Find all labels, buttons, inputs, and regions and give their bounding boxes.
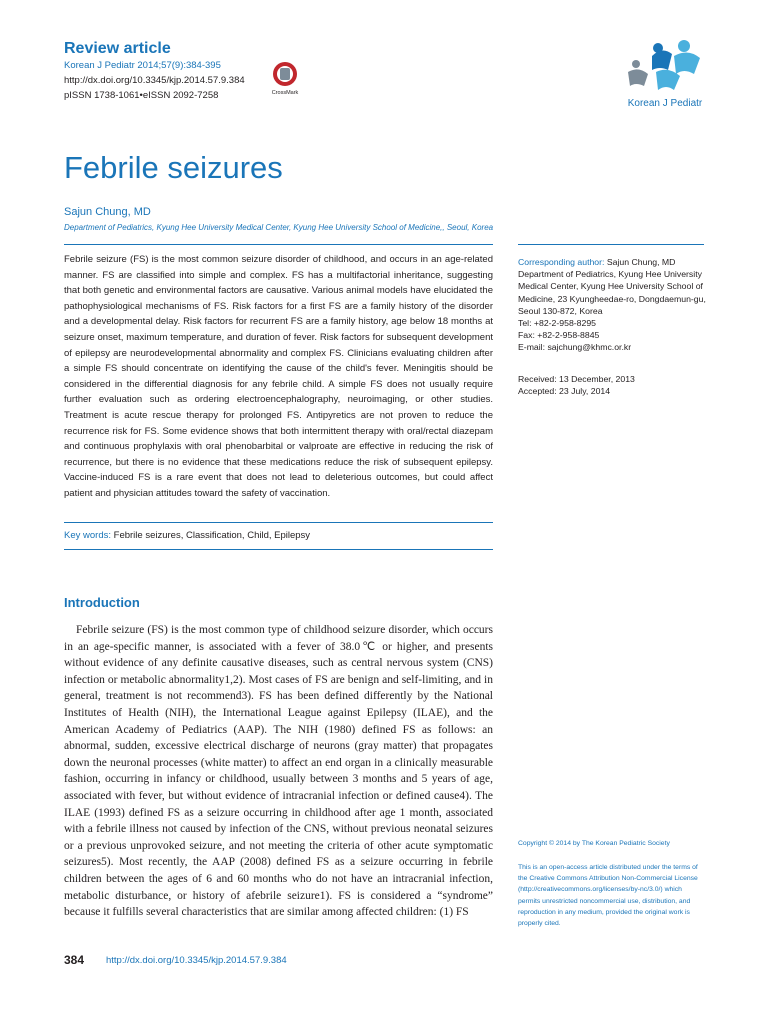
crossmark-label: CrossMark [271,90,299,96]
article-type: Review article [64,40,171,57]
footer-doi-link[interactable]: http://dx.doi.org/10.3345/kjp.2014.57.9.384 [106,955,287,966]
keywords-top-rule [64,522,493,523]
journal-logo [622,36,708,110]
received-date: Received: 13 December, 2013 [518,374,635,384]
corresponding-author-name: Sajun Chung, MD [606,257,676,267]
author-affiliation: Department of Pediatrics, Kyung Hee University Medical Center, Kyung Hee University School of Medicine,, Seoul, Korea [64,223,494,232]
abstract-text: Febrile seizure (FS) is the most common seizure disorder of childhood, and occurs in an age-related manner. FS are classified into simple and complex. FS has a multifactorial inheritance, suggesting that both genetic and environmental factors are causative. Various animal models have elucidated the pathophysiological mechanisms of FS. Risk factors for a first FS are a family history of the disorder and a developmental delay. Risk factors for recurrent FS are a family history, age below 18 months at seizure onset, maximum temperature, and duration of fever. Risk factors for subsequent development of epilepsy are neurodevelopmental abnormality and complex FS. Clinicians evaluating children after a simple FS should concentrate on identifying the cause of the child's fever. Meningitis should be considered in the differential diagnosis for any febrile child. A simple FS does not usually require further evaluation such as ordering electroencephalography, neuroimaging, or other studies. Treatment is acute rescue therapy for prolonged FS. Antipyretics are not proven to reduce the recurrence risk for FS. Some evidence shows that both intermittent therapy with oral/rectal diazepam and continuous prophylaxis with oral phenobarbital or valproate are effective in reducing the risk of recurrence, but there is no evidence that these medications reduce the risk of subsequent epilepsy. Vaccine-induced FS is a rare event that does not lead to deleterious outcomes, but could affect patient and physician attitudes toward the safety of vaccination. [64,254,493,499]
doi-link[interactable]: http://dx.doi.org/10.3345/kjp.2014.57.9.384 [64,75,245,86]
corresponding-author-block [518,256,710,354]
journal-citation: Korean J Pediatr 2014;57(9):384-395 [64,60,221,71]
corresponding-author-label: Corresponding author: [518,257,605,267]
journal-name: Korean J Pediatr [627,98,703,109]
keywords-list: Febrile seizures, Classification, Child, Epilepsy [113,530,311,541]
copyright-notice: Copyright © 2014 by The Korean Pediatric Society [518,840,670,847]
article-dates [518,373,635,397]
abstract-top-rule [64,244,493,245]
license-notice: This is an open-access article distributed under the terms of the Creative Commons Attribution Non-Commercial License (http://creativecommons.org/licenses/by-nc/3.0/) which permits unrestricted noncommercial use, distribution, and reproduction in any medium, provided the original work is properly cited. [518,864,698,928]
corresponding-address: Department of Pediatrics, Kyung Hee University Medical Center, Kyung Hee University School of Medicine, 23 Kyungheedae-ro, Dongdaemun-gu, Seoul 130-872, Korea [518,269,706,316]
crossmark-icon[interactable] [268,61,302,99]
author-name: Sajun Chung, MD [64,206,151,218]
introduction-text: Febrile seizure (FS) is the most common type of childhood seizure disorder, which occurs in an age-specific manner, is associated with a fever of 38.0℃ or higher, and presents without evidence of any definite causative diseases, such as central nervous system (CNS) infection or metabolic abnormality1,2). Most cases of FS are benign and self-limiting, and in general, treatment is not recommend3). FS has been defined differently by the National Institutes of Health (NIH), the International League against Epilepsy (ILAE), and the American Academy of Pediatrics (AAP). The NIH (1980) defined FS as follows: an abnormal, sudden, excessive electrical discharge of neurons (gray matter) that propagates down the neuronal processes (white matter) to affect an end organ in a clinically measurable fashion, occurring in infancy or childhood, usually between 3 months and 5 years of age, associated with fever, but without evidence of intracranial infection or defined cause4). The ILAE (1993) defined FS as a seizure occurring in childhood after age 1 month, associated with a febrile illness not caused by infection of the CNS, without previous neonatal seizures or a previous unprovoked seizure, and not meeting the criteria of other acute symptomatic seizures5). Most recently, the AAP (2008) defined FS as a seizure occurring in febrile children between the ages of 6 and 60 months who do not have an intracranial infection, metabolic disturbance, or history of afebrile seizure1). FS is considered a “syndrome” because it fulfills several characteristics that are similar among affected children: (1) FS [64,624,493,919]
article-title: Febrile seizures [64,150,283,185]
corresponding-email[interactable]: E-mail: sajchung@khmc.or.kr [518,342,632,353]
page-number: 384 [64,953,85,967]
corresponding-author-line [518,256,710,268]
section-heading-introduction: Introduction [64,595,140,610]
corresponding-tel: Tel: +82-2-958-8295 [518,318,596,329]
accepted-date: Accepted: 23 July, 2014 [518,386,611,397]
keywords-bottom-rule [64,549,493,550]
keywords-label: Key words: [64,530,111,541]
corresponding-fax: Fax: +82-2-958-8845 [518,330,600,341]
keywords-line [64,530,493,541]
issn-line: pISSN 1738-1061•eISSN 2092-7258 [64,90,219,101]
sidebar-top-rule [518,244,704,245]
